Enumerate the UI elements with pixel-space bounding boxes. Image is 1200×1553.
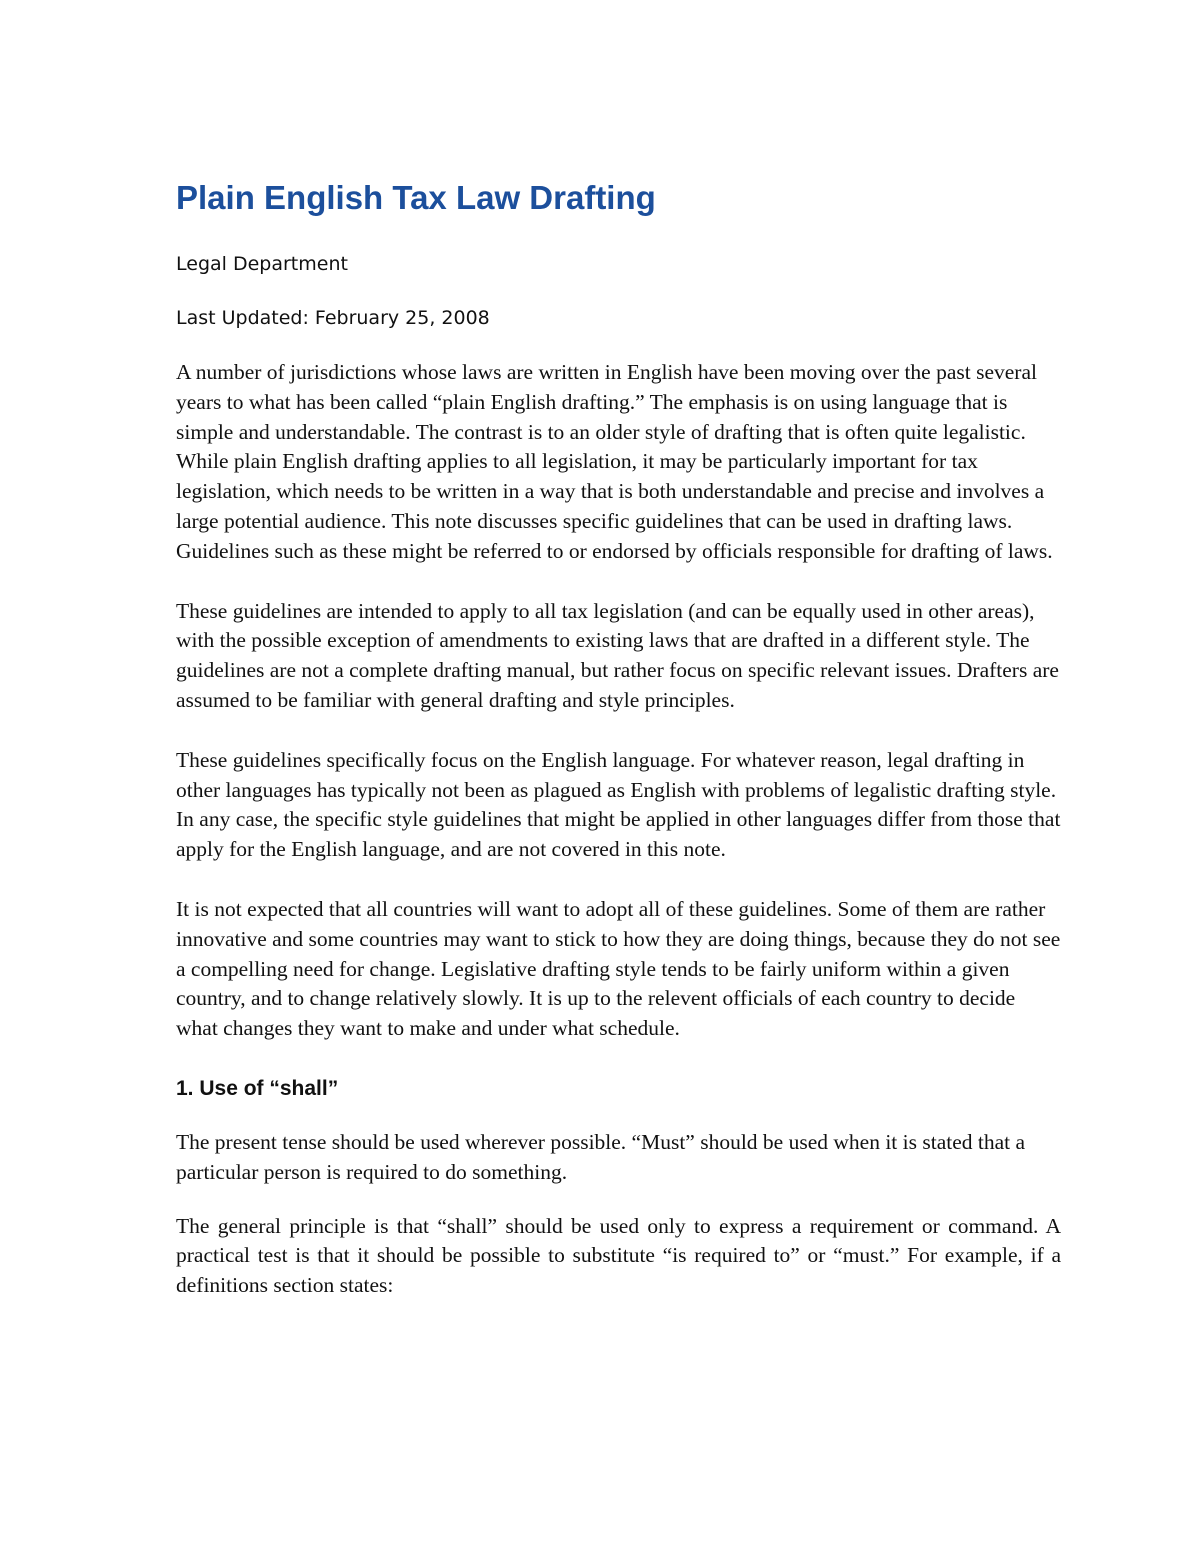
section-1-paragraph-2: The general principle is that “shall” should be used only to express a requirement or command. A practical test is that it should be possible to substitute “is required to” or “must.” For example, if a definitions section states: <box>176 1213 1061 1298</box>
intro-paragraph-1: A number of jurisdictions whose laws are written in English have been moving over the past several years to what has been called “plain English drafting.” The emphasis is on using language that is simple and understandable. The contrast is to an older style of drafting that is often quite legalistic. While plain English drafting applies to all legislation, it may be particularly important for tax legislation, which needs to be written in a way that is both understandable and precise and involves a large potential audience. This note discusses specific guidelines that can be used in drafting laws. Guidelines such as these might be referred to or endorsed by officials responsible for drafting of laws. <box>176 360 1053 563</box>
section-heading-use-of-shall: 1. Use of “shall” <box>176 1076 339 1100</box>
intro-paragraph-3: These guidelines specifically focus on the English language. For whatever reason, legal drafting in other languages has typically not been as plagued as English with problems of legalistic drafting style. In any case, the specific style guidelines that might be applied in other languages differ from those that apply for the English language, and are not covered in this note. <box>176 747 1061 862</box>
last-updated-line: Last Updated: February 25, 2008 <box>176 307 490 329</box>
intro-paragraph-4: It is not expected that all countries will want to adopt all of these guidelines. Some of them are rather innovative and some countries may want to stick to how they are doing things, because they do not see a compelling need for change. Legislative drafting style tends to be fairly uniform within a given country, and to change relatively slowly. It is up to the relevent officials of each country to decide what changes they want to make and under what schedule. <box>176 896 1061 1041</box>
document-body <box>176 172 1061 1331</box>
section-1-paragraph-1: The present tense should be used wherever possible. “Must” should be used when it is stated that a particular person is required to do something. <box>176 1129 1026 1184</box>
intro-paragraph-2: These guidelines are intended to apply to all tax legislation (and can be equally used in other areas), with the possible exception of amendments to existing laws that are drafted in a different style. The guidelines are not a complete drafting manual, but rather focus on specific relevant issues. Drafters are assumed to be familiar with general drafting and style principles. <box>176 598 1059 712</box>
department-line: Legal Department <box>176 253 348 275</box>
document-title: Plain English Tax Law Drafting <box>176 179 656 216</box>
